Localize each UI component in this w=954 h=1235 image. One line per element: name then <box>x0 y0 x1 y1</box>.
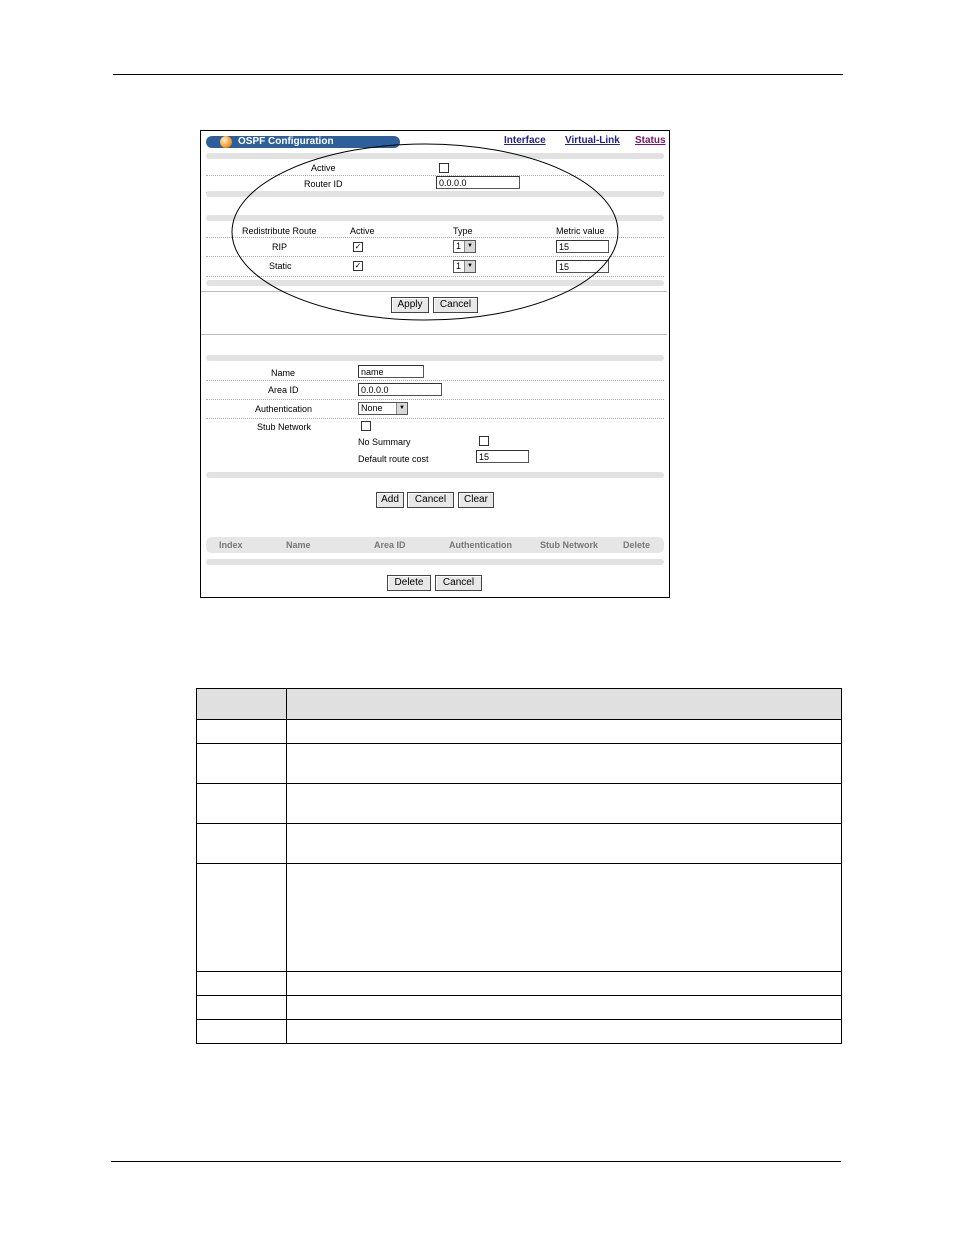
table-row <box>197 972 842 996</box>
table-row <box>197 744 842 784</box>
area-id-label: Area ID <box>268 385 299 395</box>
area-name-input[interactable]: name <box>358 365 424 378</box>
redistribute-active-header: Active <box>350 226 375 236</box>
authentication-header: Authentication <box>449 540 512 550</box>
rip-metric-input[interactable]: 15 <box>556 240 609 253</box>
title-orb-icon <box>220 136 232 148</box>
panel-band-top <box>206 153 664 159</box>
table-cell <box>197 784 287 824</box>
footer-rule <box>111 1161 841 1162</box>
table-row <box>197 720 842 744</box>
apply-button[interactable]: Apply <box>391 297 429 313</box>
general-panel <box>206 153 664 197</box>
area-id-header: Area ID <box>374 540 406 550</box>
table-cell <box>197 744 287 784</box>
panel-band-top <box>206 355 664 361</box>
stub-network-label: Stub Network <box>257 422 312 432</box>
area-panel <box>206 355 664 479</box>
area-id-row <box>206 381 664 400</box>
table-row <box>197 824 842 864</box>
table-cell <box>197 972 287 996</box>
field-description-table <box>196 688 842 1044</box>
table-cell <box>287 720 842 744</box>
redistribute-route-header: Redistribute Route <box>242 226 317 236</box>
name-label: Name <box>271 368 296 378</box>
table-cell <box>287 744 842 784</box>
no-summary-checkbox[interactable] <box>479 436 489 446</box>
table-cell <box>197 996 287 1020</box>
table-cell <box>287 864 842 972</box>
stub-network-row <box>206 419 664 471</box>
table-cell <box>197 824 287 864</box>
authentication-label: Authentication <box>255 404 313 414</box>
add-button[interactable]: Add <box>376 492 404 508</box>
active-row <box>206 161 664 176</box>
table-cell <box>287 996 842 1020</box>
table-row <box>197 1020 842 1044</box>
panel-band-bottom <box>206 191 664 197</box>
virtual-link-link[interactable]: Virtual-Link <box>565 135 620 146</box>
rip-active-checkbox[interactable]: ✓ <box>354 242 362 251</box>
panel-band-top <box>206 215 664 221</box>
separator <box>201 291 667 292</box>
table-cell <box>197 864 287 972</box>
no-summary-label: No Summary <box>358 437 411 447</box>
table-cell <box>287 784 842 824</box>
table-row <box>197 996 842 1020</box>
panel-band-bottom <box>206 472 664 478</box>
default-route-cost-input[interactable]: 15 <box>476 450 529 463</box>
description-header <box>287 689 842 720</box>
redistribute-type-header: Type <box>453 226 473 236</box>
table-band-bottom <box>206 559 664 565</box>
area-id-input[interactable]: 0.0.0.0 <box>358 383 442 396</box>
chevron-down-icon: ▼ <box>464 241 475 252</box>
table-row <box>197 784 842 824</box>
select-value: 1 <box>456 261 462 271</box>
rip-type-select[interactable] <box>453 240 476 253</box>
chevron-down-icon: ▼ <box>396 403 407 414</box>
cancel-button[interactable]: Cancel <box>433 297 478 313</box>
label-header <box>197 689 287 720</box>
select-value: 1 <box>456 241 462 251</box>
redistribute-row-rip <box>206 239 664 257</box>
static-active-checkbox[interactable]: ✓ <box>354 261 362 270</box>
redistribute-metric-header: Metric value <box>556 226 605 236</box>
default-route-cost-label: Default route cost <box>358 454 429 464</box>
panel-band-bottom <box>206 280 664 286</box>
delete-header: Delete <box>623 540 651 550</box>
clear-button[interactable]: Clear <box>458 492 494 508</box>
table-cell <box>197 720 287 744</box>
separator <box>201 334 667 335</box>
redistribute-header-row <box>206 223 664 238</box>
window-title: OSPF Configuration <box>238 136 334 147</box>
name-header: Name <box>286 540 311 550</box>
route-name: RIP <box>272 242 288 252</box>
static-type-select[interactable] <box>453 260 476 273</box>
table-cell <box>287 824 842 864</box>
delete-button[interactable]: Delete <box>387 575 431 591</box>
ospf-active-checkbox[interactable] <box>439 163 449 173</box>
index-header: Index <box>219 540 243 550</box>
table-cell <box>287 972 842 996</box>
ospf-configuration-screen <box>200 130 670 598</box>
status-link[interactable]: Status <box>635 135 666 146</box>
select-value: None <box>361 403 383 413</box>
chevron-down-icon: ▼ <box>464 261 475 272</box>
stub-network-checkbox[interactable] <box>361 421 371 431</box>
table-row <box>197 864 842 972</box>
router-id-label: Router ID <box>304 179 343 189</box>
redistribute-panel <box>206 215 664 287</box>
route-name: Static <box>269 261 292 271</box>
authentication-select[interactable] <box>358 402 408 415</box>
table-cell <box>287 1020 842 1044</box>
active-label: Active <box>311 163 336 173</box>
area-list-table <box>206 537 664 565</box>
router-id-input[interactable]: 0.0.0.0 <box>436 176 520 189</box>
title-bar <box>206 136 400 148</box>
interface-link[interactable]: Interface <box>504 135 546 146</box>
header-rule <box>113 74 843 75</box>
stub-network-header: Stub Network <box>540 540 599 550</box>
authentication-row <box>206 400 664 419</box>
cancel-button[interactable]: Cancel <box>435 575 482 591</box>
area-name-row <box>206 363 664 381</box>
redistribute-row-static <box>206 258 664 277</box>
table-header-row <box>197 689 842 720</box>
cancel-button[interactable]: Cancel <box>407 492 454 508</box>
table-cell <box>197 1020 287 1044</box>
static-metric-input[interactable]: 15 <box>556 260 609 273</box>
